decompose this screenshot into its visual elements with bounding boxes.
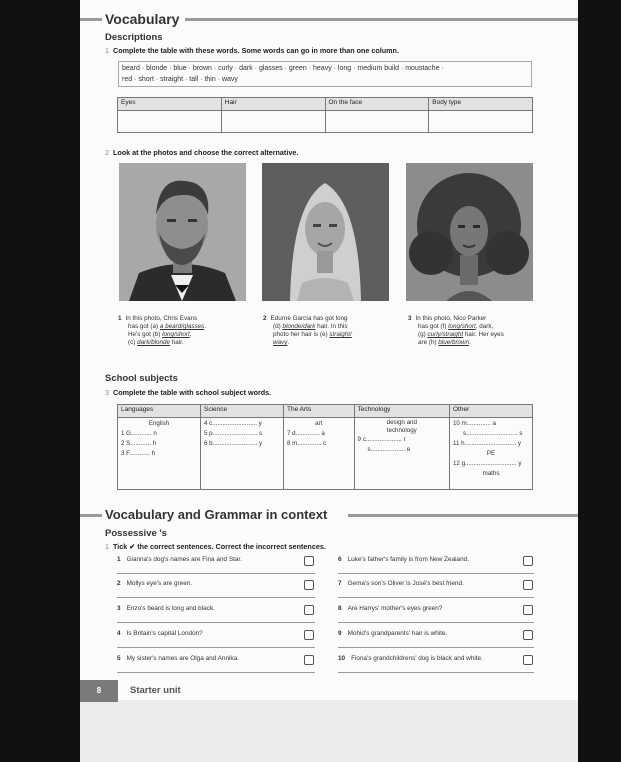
col-hair: Hair — [221, 98, 325, 111]
sentence-10: 10 Fiona's grandchildrens' dog is black and white. — [338, 655, 483, 662]
school-subjects-table — [117, 404, 533, 490]
col-body: Body type — [429, 98, 533, 111]
sentence-1: 1 Gianna's dog's names are Fina and Star. — [117, 556, 242, 563]
sentence-9: 9 Mohid's grandparents' hair is white. — [338, 630, 448, 637]
answer-line-5[interactable] — [117, 672, 315, 673]
descriptions-subheading: Descriptions — [105, 32, 163, 43]
sentence-6: 6 Luke's father's family is from New Zealand. — [338, 556, 469, 563]
answer-line-1[interactable] — [117, 573, 315, 574]
tick-box-8[interactable] — [523, 605, 533, 615]
answer-cell-hair[interactable] — [221, 111, 325, 133]
exercise-1-instruction: 1 Complete the table with these words. Some words can go in more than one column. — [105, 46, 399, 55]
answer-cell-eyes[interactable] — [118, 111, 222, 133]
col-face: On the face — [325, 98, 429, 111]
arts-cell: art 7 d.............. a 8 m.............. c — [284, 418, 355, 490]
grammar-exercise-instruction: 1 Tick ✔ the correct sentences. Correct the incorrect sentences. — [105, 542, 326, 551]
unit-label: Starter unit — [130, 685, 181, 696]
sentence-7: 7 Gema's son's Oliver is José's best friend. — [338, 580, 464, 587]
sentence-4: 4 Is Britain's capital London? — [117, 630, 203, 637]
tick-box-1[interactable] — [304, 556, 314, 566]
sentence-3: 3 Enzo's beard is long and black. — [117, 605, 215, 612]
answer-line-6[interactable] — [338, 573, 534, 574]
tick-box-2[interactable] — [304, 580, 314, 590]
answer-line-10[interactable] — [338, 672, 534, 673]
photo-nico-parker — [406, 163, 533, 301]
tick-box-3[interactable] — [304, 605, 314, 615]
heading-rule-left — [80, 18, 102, 21]
col-arts: The Arts — [284, 405, 355, 418]
answer-line-9[interactable] — [338, 647, 534, 648]
sentence-5: 5 My sister's names are Olga and Annika. — [117, 655, 239, 662]
tick-box-6[interactable] — [523, 556, 533, 566]
col-languages: Languages — [118, 405, 201, 418]
vocabulary-heading: Vocabulary — [105, 11, 180, 27]
tick-box-7[interactable] — [523, 580, 533, 590]
col-technology: Technology — [354, 405, 449, 418]
answer-line-8[interactable] — [338, 622, 534, 623]
tick-box-4[interactable] — [304, 630, 314, 640]
technology-cell: design and technology 9 c..................... r s.................... e — [354, 418, 449, 490]
page-footer-shade — [80, 700, 578, 762]
tick-box-5[interactable] — [304, 655, 314, 665]
word-box: beard · blonde · blue · brown · curly · dark · glasses · green · heavy · long · medium build · moustache · red · short · straight · tall · thin · wavy — [118, 61, 532, 87]
photo-edurne-garcia — [262, 163, 389, 301]
science-cell: 4 c.......................... y 5 p.......................... s 6 b.......................... y — [201, 418, 284, 490]
heading-rule-right — [185, 18, 578, 21]
tick-box-10[interactable] — [523, 655, 533, 665]
exercise-2-instruction: 2 Look at the photos and choose the correct alternative. — [105, 148, 299, 157]
sentence-2: 2 Mollys eye's are green. — [117, 580, 193, 587]
descriptions-table — [117, 97, 533, 133]
other-cell: 10 m.............. a s.............................. s 11 h.............................. y PE 12 g.............................. y maths — [449, 418, 532, 490]
sentence-8: 8 Are Harrys' mother's eyes green? — [338, 605, 443, 612]
grammar-rule-left — [80, 514, 102, 517]
answer-line-2[interactable] — [117, 597, 315, 598]
grammar-rule-right — [348, 514, 578, 517]
answer-cell-body[interactable] — [429, 111, 533, 133]
page-number-tab: 8 — [80, 680, 118, 702]
languages-cell: English 1 G............ n 2 S............ h 3 F............ h — [118, 418, 201, 490]
caption-3: 3 In this photo, Nico Parker has got (f) long/short, dark, (g) curly/straight hair. Her eyes are (h) blue/brown. — [408, 315, 504, 346]
caption-2: 2 Edurne García has got long (d) blonde/dark hair. In this photo her hair is (e) straight/ wavy. — [263, 315, 352, 346]
answer-cell-face[interactable] — [325, 111, 429, 133]
col-eyes: Eyes — [118, 98, 222, 111]
photo-chris-evans — [119, 163, 246, 301]
answer-line-7[interactable] — [338, 597, 534, 598]
workbook-page — [80, 0, 578, 762]
answer-line-4[interactable] — [117, 647, 315, 648]
possessive-subheading: Possessive 's — [105, 528, 167, 539]
caption-1: 1 In this photo, Chris Evans has got (a) a beard/glasses. He's got (b) long/short, (c) dark/blonde hair. — [118, 315, 207, 346]
answer-line-3[interactable] — [117, 622, 315, 623]
col-science: Science — [201, 405, 284, 418]
school-subjects-subheading: School subjects — [105, 373, 178, 384]
exercise-3-instruction: 3 Complete the table with school subject words. — [105, 388, 272, 397]
tick-box-9[interactable] — [523, 630, 533, 640]
col-other: Other — [449, 405, 532, 418]
grammar-heading: Vocabulary and Grammar in context — [105, 507, 328, 522]
